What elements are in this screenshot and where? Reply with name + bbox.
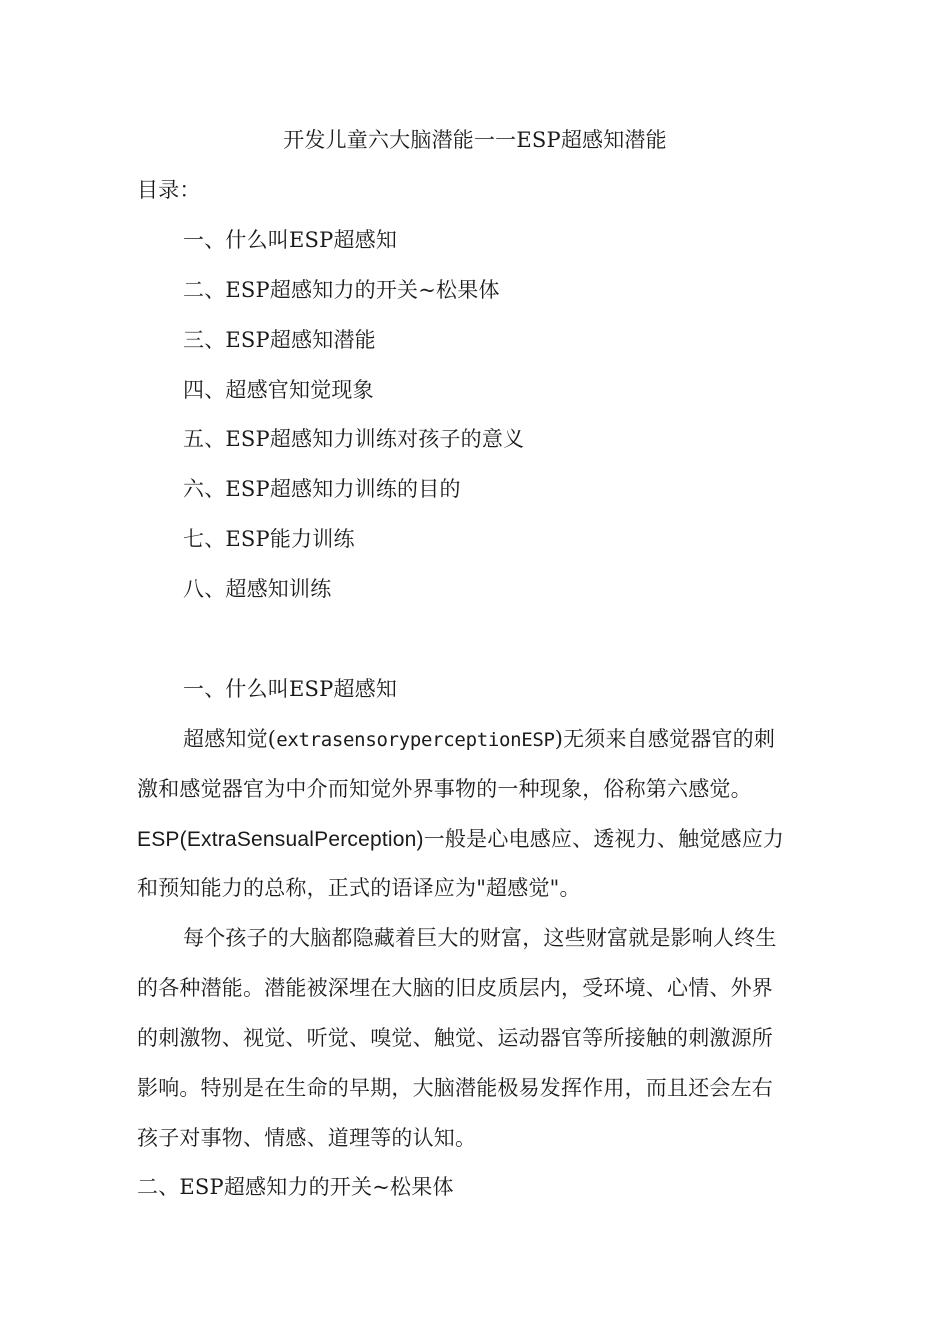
term-english: extrasensoryperceptionESP xyxy=(276,729,555,751)
text-run: 一般是心电感应、透视力、触觉感应力 xyxy=(423,827,785,851)
paragraph-line: 影响。特别是在生命的早期，大脑潜能极易发挥作用，而且还会左右 xyxy=(137,1076,773,1100)
toc-item: 三、ESP超感知潜能 xyxy=(183,328,376,352)
toc-item: 六、ESP超感知力训练的目的 xyxy=(183,477,461,501)
toc-label: 目录： xyxy=(137,178,201,202)
paragraph-line: 和预知能力的总称，正式的语译应为"超感觉"。 xyxy=(137,876,581,900)
document-title: 开发儿童六大脑潜能一一ESP超感知潜能 xyxy=(283,128,667,152)
paragraph-line xyxy=(137,825,784,854)
toc-item: 八、超感知训练 xyxy=(183,577,332,601)
toc-item: 七、ESP能力训练 xyxy=(183,527,355,551)
toc-item: 五、ESP超感知力训练对孩子的意义 xyxy=(183,427,525,451)
text-run: )无须来自感觉器官的刺 xyxy=(554,727,776,751)
paragraph-line: 的刺激物、视觉、听觉、嗅觉、触觉、运动器官等所接触的刺激源所 xyxy=(137,1026,773,1050)
text-run: 超感知觉( xyxy=(183,727,277,751)
section-heading: 二、ESP超感知力的开关~松果体 xyxy=(137,1175,454,1199)
paragraph-line: 每个孩子的大脑都隐藏着巨大的财富，这些财富就是影响人终生 xyxy=(183,926,777,950)
toc-item: 四、超感官知觉现象 xyxy=(183,378,374,402)
paragraph-line: 孩子对事物、情感、道理等的认知。 xyxy=(137,1126,477,1150)
toc-item: 一、什么叫ESP超感知 xyxy=(183,228,398,252)
term-english: ESP(ExtraSensualPerception) xyxy=(137,828,424,851)
paragraph-line: 的各种潜能。潜能被深埋在大脑的旧皮质层内，受环境、心情、外界 xyxy=(137,976,773,1000)
paragraph-line: 激和感觉器官为中介而知觉外界事物的一种现象，俗称第六感觉。 xyxy=(137,777,752,801)
paragraph-line xyxy=(183,725,775,754)
toc-item: 二、ESP超感知力的开关~松果体 xyxy=(183,278,500,302)
section-heading: 一、什么叫ESP超感知 xyxy=(183,677,398,701)
